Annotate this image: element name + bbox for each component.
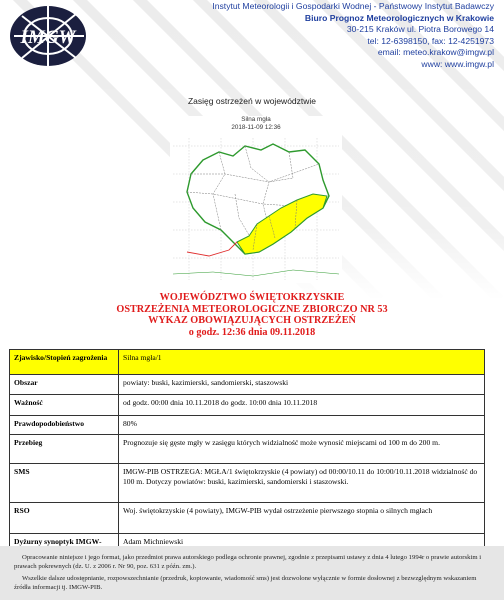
table-value: Woj. świętokrzyskie (4 powiaty), IMGW-PIB wydał ostrzeżenie pierwszego stopnia o silnych mgłach xyxy=(119,503,485,534)
header-address: 30-215 Kraków ul. Piotra Borowego 14 xyxy=(346,24,494,35)
table-label: SMS xyxy=(10,464,119,503)
table-label: RSO xyxy=(10,503,119,534)
header-email: email: meteo.krakow@imgw.pl xyxy=(377,47,494,58)
table-row-course xyxy=(10,435,485,464)
redistribution-notice: Wszelkie dalsze udostępnianie, rozpowszechnianie (przedruk, kopiowanie, wiadomość sms) jest dozwolone wyłącznie w formie dosłownej z bezwzględnym wskazaniem źródła informacji tj. IMGW-PIB. xyxy=(14,575,477,591)
institute-header xyxy=(212,1,494,71)
voivodeship-map-svg xyxy=(173,138,339,280)
imgw-logo xyxy=(4,2,94,68)
header-office-name: Biuro Prognoz Meteorologicznych w Krakowie xyxy=(304,12,494,23)
document-title-block xyxy=(0,292,504,338)
warning-map xyxy=(170,116,342,283)
table-value: od godz. 00:00 dnia 10.11.2018 do godz. 10:00 dnia 10.11.2018 xyxy=(119,395,485,416)
table-label: Zjawisko/Stopień zagrożenia xyxy=(10,350,119,375)
table-value: IMGW-PIB OSTRZEGA: MGŁA/1 świętokrzyskie (4 powiaty) od 00:00/10.11 do 10:00/10.11.2018 widzialność do 100 m. Dotyczy powiatów: buski, kazimierski, sandomierski i staszowski. xyxy=(119,464,485,503)
header-phone: tel: 12-6398150, fax: 12-4251973 xyxy=(367,35,494,46)
voivodeship-title: WOJEWÓDZTWO ŚWIĘTOKRZYSKIE xyxy=(159,292,345,303)
table-label: Ważność xyxy=(10,395,119,416)
table-value: 80% xyxy=(119,416,485,435)
table-label: Dyżurny synoptyk IMGW- xyxy=(10,534,119,563)
map-caption-phenomenon: Silna mgła xyxy=(241,116,271,123)
table-label: Prawdopodobieństwo xyxy=(10,416,119,435)
copyright-notice: Opracowanie niniejsze i jego format, jako przedmiot prawa autorskiego podlega ochronie prawnej, zgodnie z przepisami ustawy z dnia 4 lutego 1994r o prawie autorskim i prawach pokrewnych (dz. U. z 2006 r. Nr 90, poz. 631 z późn. zm.). xyxy=(14,554,482,570)
warning-list-title: WYKAZ OBOWIĄZUJĄCYCH OSTRZEŻEŃ xyxy=(148,315,356,327)
map-title: Zasięg ostrzeżeń w województwie xyxy=(187,96,317,106)
table-row-area xyxy=(10,375,485,395)
table-label: Obszar xyxy=(10,375,119,395)
header-institute-name: Instytut Meteorologii i Gospodarki Wodnej - Państwowy Instytut Badawczy xyxy=(212,1,494,11)
table-row-sms xyxy=(10,464,485,503)
table-value: powiaty: buski, kazimierski, sandomierski, staszowski xyxy=(119,375,485,395)
header-website: www: www.imgw.pl xyxy=(421,58,494,69)
table-row-probability xyxy=(10,416,485,435)
map-caption-datetime: 2018-11-09 12:36 xyxy=(231,124,281,131)
table-value: Adam Michniewski xyxy=(119,534,485,563)
table-value: Silna mgła/1 xyxy=(119,350,485,375)
copyright-footnote xyxy=(0,546,504,600)
table-label: Przebieg xyxy=(10,435,119,464)
logo-text: IMGW xyxy=(20,27,76,48)
warning-details-table xyxy=(9,349,485,563)
warning-collection-title: OSTRZEŻENIA METEOROLOGICZNE ZBIORCZO NR 53 xyxy=(116,303,388,315)
table-row-validity xyxy=(10,395,485,416)
table-row-phenomenon xyxy=(10,350,485,375)
issue-time-title: o godz. 12:36 dnia 09.11.2018 xyxy=(188,326,316,338)
table-value: Prognozuje się gęste mgły w zasięgu których widzialność może wynosić miejscami od 100 m do 200 m. xyxy=(119,435,485,464)
table-row-rso xyxy=(10,503,485,534)
